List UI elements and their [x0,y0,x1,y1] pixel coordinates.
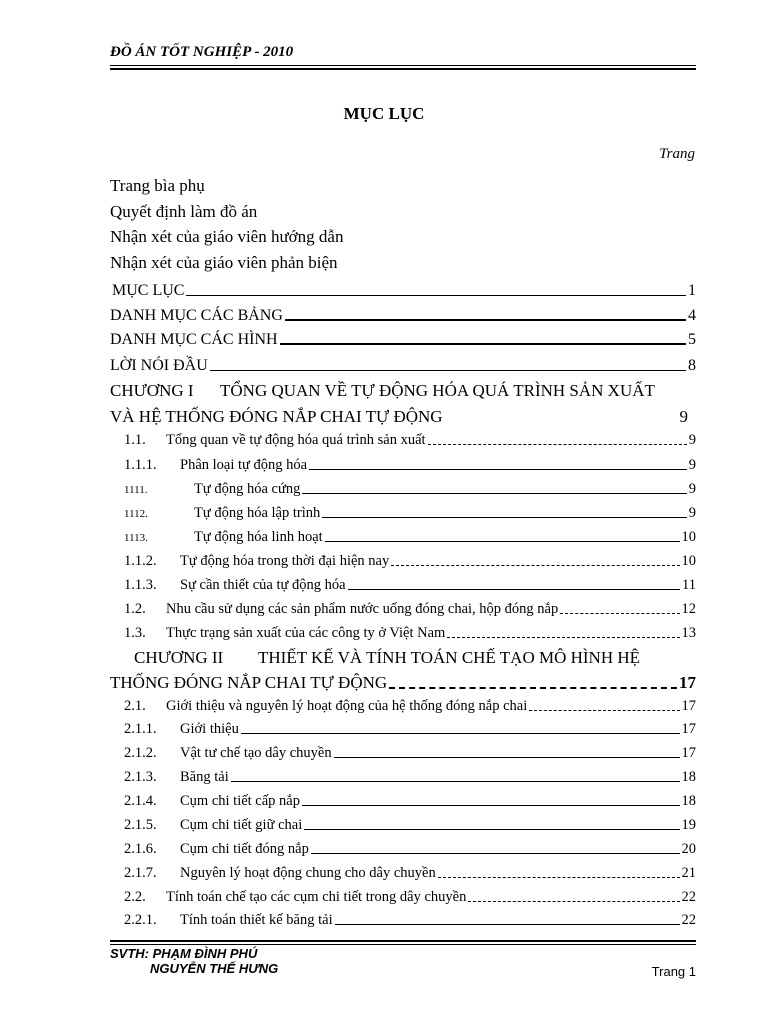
toc-entry-number: 2.1. [124,698,146,714]
toc-entry-text: Giới thiệu [180,721,239,737]
toc-entry-text: Thực trạng sản xuất của các công ty ở Việt Nam [166,625,446,641]
toc-entry-page: 10 [681,553,696,569]
toc-entry[interactable] [124,698,696,715]
toc-entry[interactable] [110,357,696,375]
toc-entry-number: 1.3. [124,625,146,641]
leader-dashes [560,613,679,614]
toc-chapter-number: CHƯƠNG II [134,648,224,667]
toc-entry-number: 2.1.4. [124,793,157,809]
leader-line [304,829,679,830]
toc-chapter[interactable] [110,381,696,401]
page-title: MỤC LỤC [343,104,425,123]
toc-entry-page: 17 [679,673,696,692]
leader-line [186,295,686,296]
toc-entry[interactable] [124,841,696,858]
leader-dashes [438,877,680,878]
leader-dashes [529,710,679,711]
leader-line [210,370,686,371]
toc-entry-number: 1.1.3. [124,577,157,593]
toc-entry-page: 21 [681,865,696,881]
toc-entry-text: Sự cần thiết của tự động hóa [180,577,346,593]
toc-entry-number: 1.1.1. [124,457,157,473]
toc-entry[interactable] [124,432,696,449]
toc-entry-number: 1.1.2. [124,553,157,569]
leader-line [348,589,681,590]
toc-entry-page: 18 [681,793,696,809]
toc-entry[interactable] [124,577,696,594]
toc-entry-number: 2.1.2. [124,745,157,761]
toc-entry-number: 1112. [124,508,148,520]
page-column-label: Trang [659,146,695,162]
toc-entry-text: Tự động hóa cứng [194,481,301,497]
student-name-2: NGUYỄN THẾ HƯNG [150,961,279,976]
toc-entry-page: 13 [681,625,696,641]
front-matter-item: Quyết định làm đồ án [110,202,258,221]
toc-entry-text: Tự động hóa linh hoạt [194,529,323,545]
toc-entry[interactable] [124,769,696,786]
toc-entry-page: 22 [681,889,696,905]
document-footer [110,946,696,979]
toc-entry-text: DANH MỤC CÁC BẢNG [110,307,283,324]
leader-dashes [389,687,677,689]
toc-entry[interactable] [124,865,696,882]
toc-entry-text: Giới thiệu và nguyên lý hoạt động của hệ thống đóng nắp chai [166,698,528,714]
toc-entry[interactable] [124,745,696,762]
toc-entry-text: Tổng quan về tự động hóa quá trình sản xuất [166,432,426,448]
toc-entry-text: Tự động hóa trong thời đại hiện nay [180,553,390,569]
toc-entry[interactable] [124,553,696,570]
toc-entry-text: Vật tư chế tạo dây chuyền [180,745,332,761]
toc-entry-page: 18 [681,769,696,785]
toc-entry-text: Băng tải [180,769,229,785]
toc-chapter-title: TỔNG QUAN VỀ TỰ ĐỘNG HÓA QUÁ TRÌNH SẢN XUẤT [220,381,655,400]
leader-line [231,781,680,782]
toc-entry-text: Tính toán chế tạo các cụm chi tiết trong dây chuyền [166,889,467,905]
toc-entry-text: Tự động hóa lập trình [194,505,321,521]
page-number: Trang 1 [651,964,696,979]
toc-entry-page: 11 [682,577,696,593]
toc-entry-text: DANH MỤC CÁC HÌNH [110,331,278,348]
toc-entry-page: 17 [681,721,696,737]
toc-entry[interactable] [124,457,696,474]
leader-line [241,733,680,734]
toc-entry-page: 10 [681,529,696,545]
toc-entry-text: Nguyên lý hoạt động chung cho dây chuyền [180,865,436,881]
toc-entry-page: 9 [688,481,696,497]
leader-line [311,853,680,854]
leader-dashes [428,444,687,445]
toc-entry[interactable] [124,793,696,810]
leader-dashes [447,637,679,638]
leader-line [325,541,680,542]
leader-line [309,469,687,470]
document-header: ĐỒ ÁN TỐT NGHIỆP - 2010 [110,44,294,60]
leader-dashes [468,901,679,902]
toc-entry-number: 2.1.5. [124,817,157,833]
toc-entry-page: 9 [688,432,696,448]
toc-entry[interactable] [124,481,696,498]
toc-entry-text: Phân loại tự động hóa [180,457,308,473]
toc-entry-number: 2.2. [124,889,146,905]
toc-entry-page: 22 [681,912,696,928]
toc-chapter[interactable] [110,407,696,427]
leader-line [334,757,680,758]
front-matter-item: Nhận xét của giáo viên phản biện [110,253,338,272]
toc-entry[interactable] [124,505,696,522]
toc-entry-text: MỤC LỤC [112,282,185,299]
toc-chapter-number: CHƯƠNG I [110,381,194,400]
toc-entry-text: Nhu cầu sử dụng các sản phẩm nước uống đóng chai, hộp đóng nắp [166,601,559,617]
toc-entry-text: LỜI NÓI ĐẦU [110,357,208,374]
toc-entry[interactable] [110,331,696,349]
header-rule [110,65,696,70]
toc-entry[interactable] [124,889,696,906]
leader-line [302,805,680,806]
toc-entry-page: 4 [688,307,696,324]
toc-entry-number: 2.1.6. [124,841,157,857]
leader-line [335,924,680,925]
leader-line [285,319,686,321]
toc-entry-number: 2.1.3. [124,769,157,785]
toc-entry-number: 1.1. [124,432,146,448]
leader-dashes [391,565,679,566]
toc-entry-number: 1.2. [124,601,146,617]
toc-entry[interactable] [124,625,696,642]
toc-entry[interactable] [124,529,696,546]
toc-chapter-title: VÀ HỆ THỐNG ĐÓNG NẮP CHAI TỰ ĐỘNG [110,407,443,426]
toc-entry-number: 1113. [124,532,148,544]
toc-entry-number: 1111. [124,484,148,496]
toc-entry-number: 2.1.7. [124,865,157,881]
footer-rule [110,940,696,945]
toc-entry-text: Cụm chi tiết đóng nắp [180,841,309,857]
toc-entry[interactable] [124,817,696,834]
toc-entry[interactable] [124,601,696,618]
toc-entry-page: 8 [688,357,696,374]
toc-entry-page: 17 [681,698,696,714]
toc-entry-page: 19 [681,817,696,833]
toc-entry[interactable] [124,721,696,738]
toc-entry-page: 12 [681,601,696,617]
toc-chapter[interactable] [110,673,696,693]
toc-entry-page: 17 [681,745,696,761]
front-matter-item: Nhận xét của giáo viên hướng dẫn [110,227,344,246]
toc-entry[interactable] [110,307,696,325]
toc-chapter[interactable] [134,648,696,668]
toc-entry-text: Cụm chi tiết giữ chai [180,817,303,833]
toc-entry-number: 2.2.1. [124,912,157,928]
leader-line [322,517,686,518]
toc-entry[interactable] [124,912,696,929]
toc-chapter-title: THIẾT KẾ VÀ TÍNH TOÁN CHẾ TẠO MÔ HÌNH HỆ [258,648,641,667]
leader-line [280,343,686,345]
toc-entry-page: 1 [688,282,696,299]
toc-entry-page: 20 [681,841,696,857]
toc-entry[interactable] [112,282,696,300]
toc-entry-text: Cụm chi tiết cấp nắp [180,793,300,809]
toc-chapter-title: THỐNG ĐÓNG NẮP CHAI TỰ ĐỘNG [110,673,388,692]
toc-entry-page: 5 [688,331,696,348]
toc-entry-page: 9 [679,407,688,426]
front-matter-item: Trang bìa phụ [110,176,205,195]
toc-entry-page: 9 [688,505,696,521]
leader-line [302,493,686,494]
student-name-1: SVTH: PHẠM ĐÌNH PHÚ [110,946,258,961]
toc-entry-text: Tính toán thiết kế băng tải [180,912,333,928]
toc-entry-number: 2.1.1. [124,721,157,737]
toc-entry-page: 9 [688,457,696,473]
